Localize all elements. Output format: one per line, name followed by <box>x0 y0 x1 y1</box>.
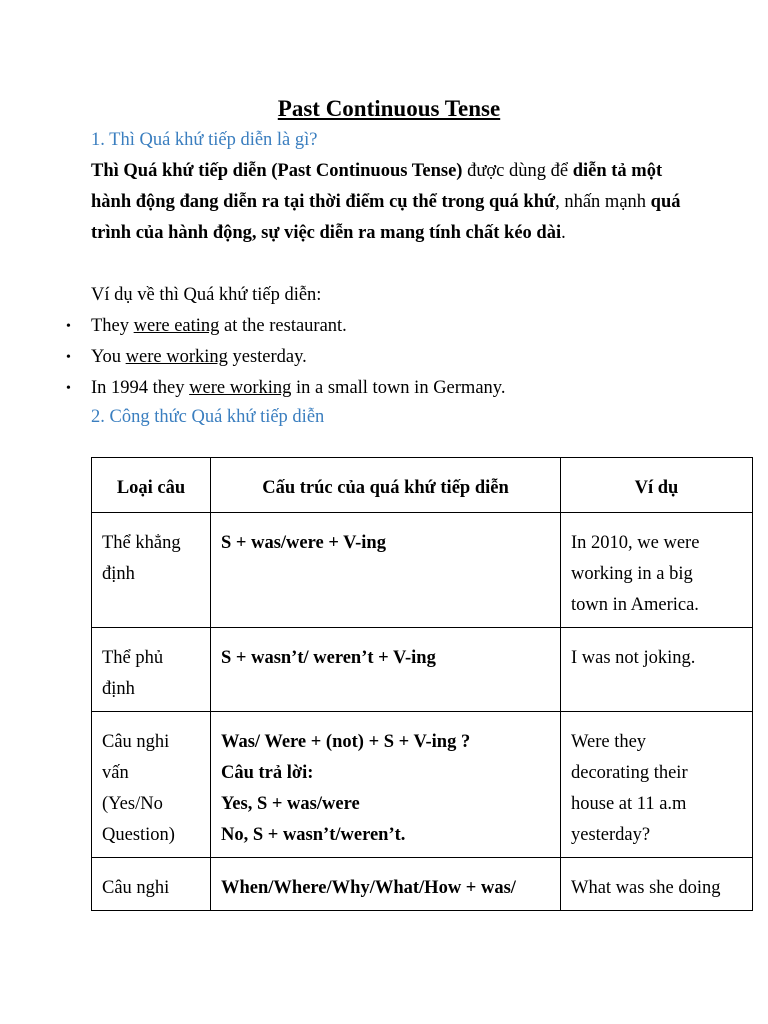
cell-line: vấn <box>102 763 129 783</box>
table-row <box>92 628 753 712</box>
cell-line: house at 11 a.m <box>571 794 687 814</box>
document-title: Past Continuous Tense <box>277 96 501 121</box>
cell-line: Thể khẳng <box>102 533 181 553</box>
column-header-example: Ví dụ <box>561 458 753 513</box>
cell-type <box>92 628 211 712</box>
formula-table <box>91 457 753 911</box>
cell-line: Was/ Were + (not) + S + V-ing ? <box>221 732 471 752</box>
definition-text-3: . <box>561 223 566 243</box>
cell-line: Câu nghi <box>102 732 170 752</box>
cell-structure <box>211 628 561 712</box>
cell-structure <box>211 513 561 628</box>
column-header-type: Loại câu <box>92 458 211 513</box>
cell-line: When/Where/Why/What/How + was/ <box>221 878 516 898</box>
bullet-icon: • <box>66 381 71 396</box>
cell-line: decorating their <box>571 763 688 783</box>
example-list <box>0 311 505 404</box>
example-underlined-verb: were eating <box>133 316 220 336</box>
example-underlined-verb: were working <box>125 347 228 367</box>
cell-line: S + was/were + V-ing <box>221 533 386 553</box>
definition-bold-2: diễn tả một hành động đang diễn ra tại thời điểm cụ thể trong quá khứ <box>91 161 663 212</box>
definition-text-2: , nhấn mạnh <box>555 192 651 212</box>
cell-line: working in a big <box>571 564 693 584</box>
list-item <box>0 342 505 373</box>
cell-line: yesterday? <box>571 825 651 845</box>
cell-line: định <box>102 564 135 584</box>
example-underlined-verb: were working <box>189 378 292 398</box>
definition-bold-1: Thì Quá khứ tiếp diễn (Past Continuous Tense) <box>91 161 463 181</box>
cell-line: Câu nghi <box>102 878 170 898</box>
example-intro: Ví dụ về thì Quá khứ tiếp diễn: <box>91 285 322 305</box>
list-item <box>0 373 505 404</box>
cell-line: định <box>102 679 135 699</box>
table-row <box>92 858 753 911</box>
table-header-row <box>92 458 753 513</box>
cell-line: I was not joking. <box>571 648 696 668</box>
cell-line: town in America. <box>571 595 699 615</box>
cell-line: Question) <box>102 825 175 845</box>
cell-line: Thể phủ <box>102 648 164 668</box>
cell-example <box>561 858 753 911</box>
definition-bold-3: quá trình của hành động, sự việc diễn ra mang tính chất kéo dài <box>91 192 681 243</box>
cell-line: Were they <box>571 732 647 752</box>
bullet-icon: • <box>66 319 71 334</box>
cell-example <box>561 513 753 628</box>
cell-type <box>92 858 211 911</box>
table-row <box>92 513 753 628</box>
cell-line: S + wasn’t/ weren’t + V-ing <box>221 648 436 668</box>
list-item <box>0 311 505 342</box>
example-text: They <box>91 316 134 336</box>
cell-line: No, S + wasn’t/weren’t. <box>221 825 406 845</box>
cell-line: In 2010, we were <box>571 533 700 553</box>
bullet-icon: • <box>66 350 71 365</box>
cell-structure <box>211 858 561 911</box>
cell-line: (Yes/No <box>102 794 163 814</box>
cell-structure <box>211 712 561 858</box>
column-header-structure: Cấu trúc của quá khứ tiếp diễn <box>211 458 561 513</box>
cell-line: Câu trả lời: <box>221 763 314 783</box>
section-2-heading: 2. Công thức Quá khứ tiếp diễn <box>91 407 325 427</box>
example-text: In 1994 they <box>91 378 190 398</box>
cell-example <box>561 628 753 712</box>
cell-line: What was she doing <box>571 878 721 898</box>
table-row <box>92 712 753 858</box>
cell-example <box>561 712 753 858</box>
definition-text-1: được dùng để <box>462 161 573 181</box>
example-text: yesterday. <box>227 347 307 367</box>
cell-type <box>92 513 211 628</box>
cell-type <box>92 712 211 858</box>
example-text: You <box>91 347 126 367</box>
example-text: at the restaurant. <box>219 316 347 336</box>
section-1-heading: 1. Thì Quá khứ tiếp diễn là gì? <box>91 130 318 150</box>
definition-paragraph <box>91 156 691 249</box>
cell-line: Yes, S + was/were <box>221 794 360 814</box>
example-text: in a small town in Germany. <box>291 378 506 398</box>
